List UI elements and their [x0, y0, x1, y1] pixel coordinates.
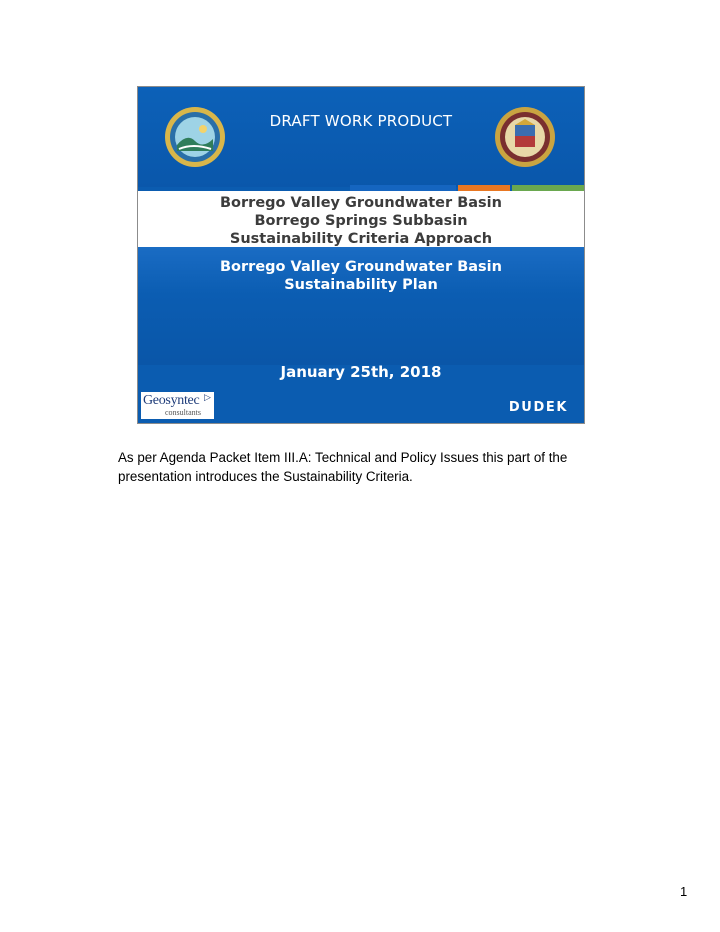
- page-number: 1: [680, 884, 688, 899]
- plan-band: [138, 247, 584, 365]
- slide-image: [137, 86, 585, 424]
- dudek-logo: DUDEK: [508, 400, 568, 415]
- slide-header-text: DRAFT WORK PRODUCT: [269, 112, 453, 130]
- speaker-note: As per Agenda Packet Item III.A: Technical and Policy Issues this part of the presentation introduces the Sustainability Criteria.: [118, 450, 568, 484]
- geosyntec-name: Geosyntec: [143, 393, 200, 408]
- subtitle-line-2: Borrego Springs Subbasin: [254, 213, 468, 229]
- plan-line-2: Sustainability Plan: [284, 277, 438, 293]
- geosyntec-logo: [141, 392, 214, 419]
- county-seal-icon: [493, 105, 557, 169]
- geosyntec-mark-icon: ▷: [204, 392, 211, 402]
- geosyntec-sub: consultants: [165, 408, 201, 417]
- subtitle-line-3: Sustainability Criteria Approach: [229, 231, 493, 247]
- subtitle-line-1: Borrego Valley Groundwater Basin: [220, 195, 502, 211]
- slide-date: January 25th, 2018: [280, 363, 442, 381]
- subtitle-band: [138, 191, 584, 247]
- plan-line-1: Borrego Valley Groundwater Basin: [220, 259, 502, 275]
